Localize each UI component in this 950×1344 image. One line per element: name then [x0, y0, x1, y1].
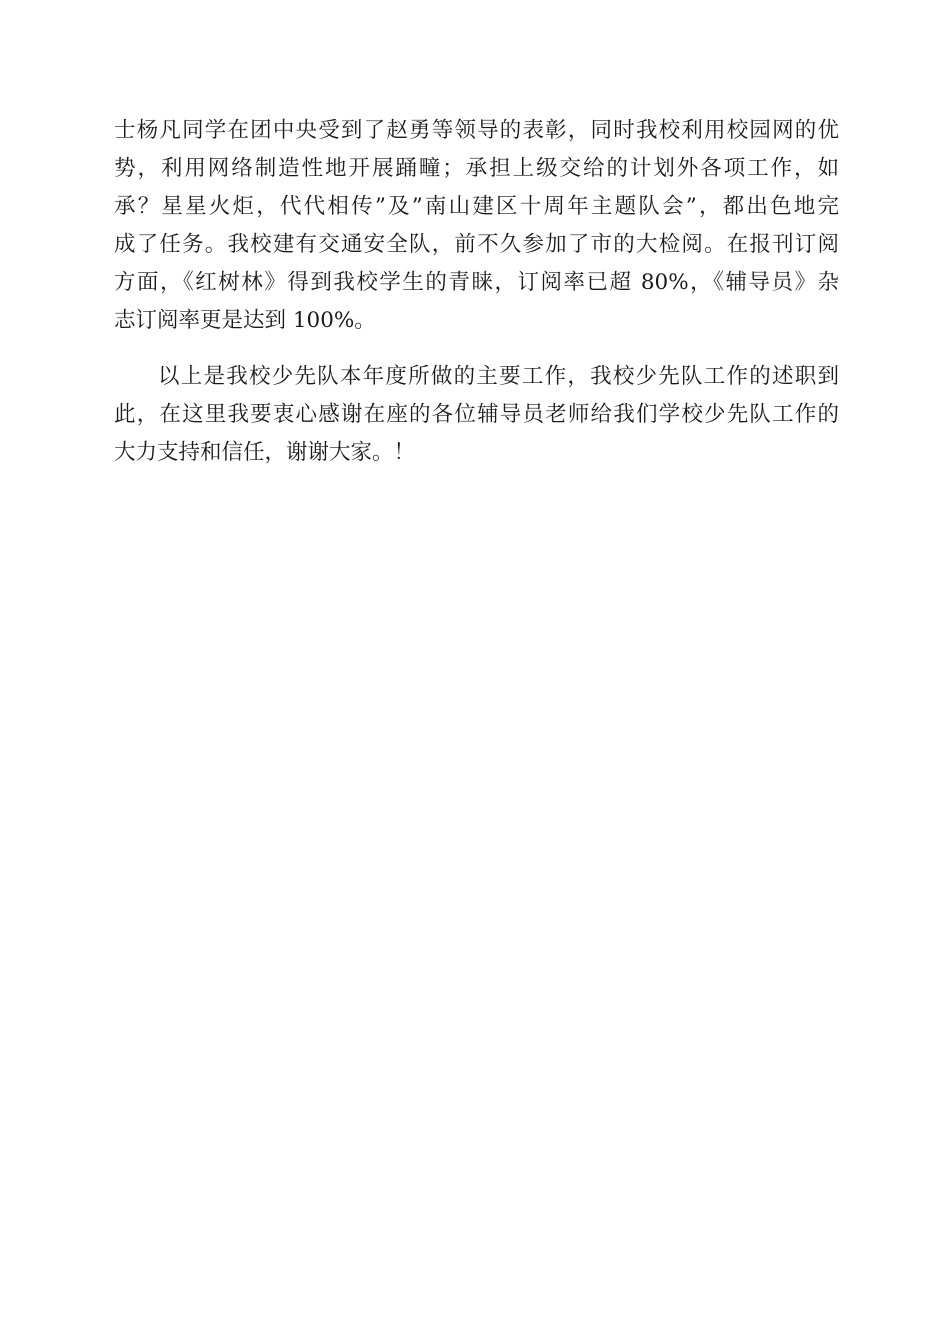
document-body [114, 112, 839, 472]
paragraph-1 [114, 112, 839, 340]
paragraph-1-line: 成了任务。我校建有交通安全队，前不久参加了市的大检阅。在报刊订阅 [114, 232, 839, 257]
paragraph-1-line: 志订阅率更是达到 100%。 [114, 308, 376, 333]
paragraph-1-line: 承？星星火炬，代代相传”及”南山建区十周年主题队会”，都出色地完 [114, 194, 839, 219]
paragraph-1-line: 方面，《红树林》得到我校学生的青睐，订阅率已超 80%，《辅导员》杂 [114, 270, 839, 295]
paragraph-spacer [114, 340, 839, 358]
paragraph-2-line: 以上是我校少先队本年度所做的主要工作，我校少先队工作的述职到 [158, 364, 839, 389]
paragraph-2-line: 此，在这里我要衷心感谢在座的各位辅导员老师给我们学校少先队工作的 [114, 402, 839, 427]
paragraph-2 [114, 358, 839, 472]
paragraph-1-line: 士杨凡同学在团中央受到了赵勇等领导的表彰，同时我校利用校园网的优 [114, 118, 839, 143]
paragraph-1-line: 势，利用网络制造性地开展踊疃；承担上级交给的计划外各项工作，如 [114, 156, 839, 181]
paragraph-2-line: 大力支持和信任，谢谢大家。！ [114, 440, 416, 465]
